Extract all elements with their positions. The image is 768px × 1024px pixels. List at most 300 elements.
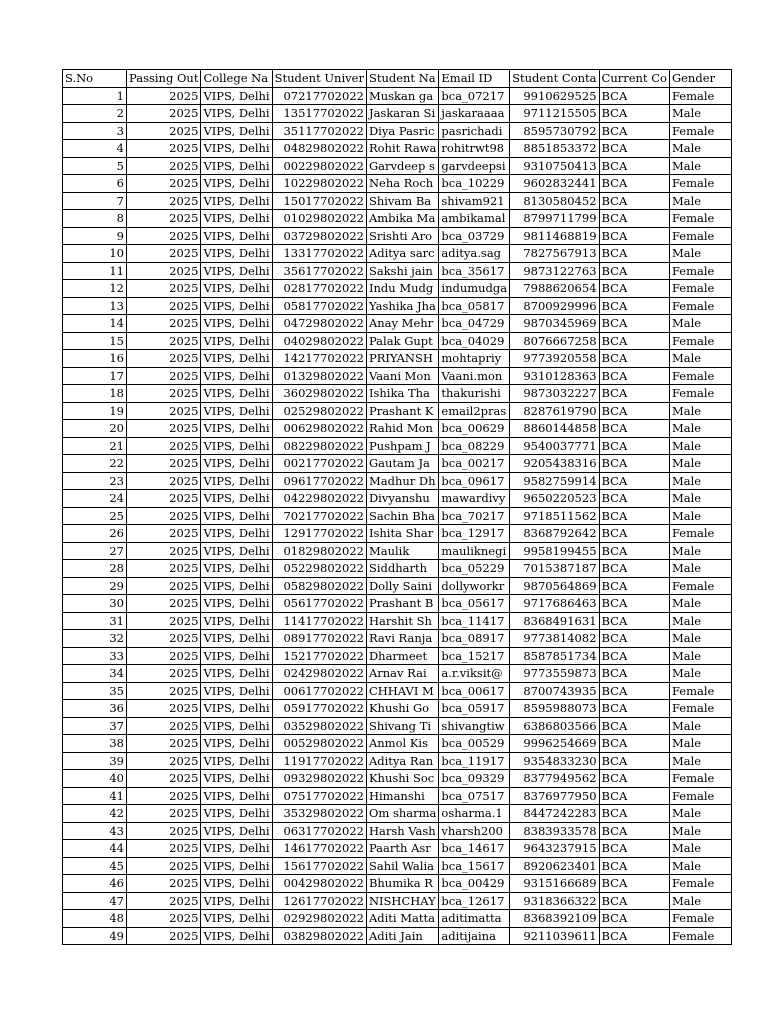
cell-email-id: bca_15617 — [439, 857, 510, 875]
cell-course: BCA — [599, 490, 669, 508]
cell-college-name: VIPS, Delhi — [201, 700, 272, 718]
cell-gender: Male — [669, 665, 731, 683]
cell-passing-out: 2025 — [127, 910, 201, 928]
cell-sno: 18 — [63, 385, 127, 403]
cell-gender: Male — [669, 507, 731, 525]
cell-gender: Female — [669, 577, 731, 595]
cell-student-name: Sakshi jain — [366, 262, 438, 280]
cell-passing-out: 2025 — [127, 472, 201, 490]
student-data-table — [62, 69, 732, 945]
cell-email-id: bca_04029 — [439, 332, 510, 350]
cell-passing-out: 2025 — [127, 647, 201, 665]
cell-sno: 38 — [63, 735, 127, 753]
table-row — [63, 420, 732, 438]
cell-university-roll: 00217702022 — [272, 455, 366, 473]
table-row — [63, 402, 732, 420]
cell-gender: Male — [669, 717, 731, 735]
table-row — [63, 840, 732, 858]
cell-passing-out: 2025 — [127, 542, 201, 560]
cell-student-name: Ambika Ma — [366, 210, 438, 228]
cell-university-roll: 70217702022 — [272, 507, 366, 525]
table-row — [63, 700, 732, 718]
cell-course: BCA — [599, 927, 669, 945]
cell-email-id: aditijaina — [439, 927, 510, 945]
cell-course: BCA — [599, 630, 669, 648]
cell-passing-out: 2025 — [127, 227, 201, 245]
cell-course: BCA — [599, 402, 669, 420]
cell-course: BCA — [599, 507, 669, 525]
cell-sno: 3 — [63, 122, 127, 140]
cell-university-roll: 15017702022 — [272, 192, 366, 210]
cell-email-id: garvdeepsi — [439, 157, 510, 175]
cell-contact: 9540037771 — [510, 437, 599, 455]
cell-passing-out: 2025 — [127, 927, 201, 945]
cell-college-name: VIPS, Delhi — [201, 927, 272, 945]
cell-sno: 11 — [63, 262, 127, 280]
cell-student-name: Vaani Mon — [366, 367, 438, 385]
cell-contact: 9773559873 — [510, 665, 599, 683]
cell-student-name: Siddharth — [366, 560, 438, 578]
cell-passing-out: 2025 — [127, 787, 201, 805]
cell-passing-out: 2025 — [127, 402, 201, 420]
cell-gender: Male — [669, 402, 731, 420]
cell-student-name: Garvdeep s — [366, 157, 438, 175]
cell-college-name: VIPS, Delhi — [201, 367, 272, 385]
cell-college-name: VIPS, Delhi — [201, 122, 272, 140]
cell-contact: 9602832441 — [510, 175, 599, 193]
cell-email-id: mawardivy — [439, 490, 510, 508]
cell-contact: 7827567913 — [510, 245, 599, 263]
cell-email-id: bca_07217 — [439, 87, 510, 105]
cell-sno: 4 — [63, 140, 127, 158]
cell-gender: Male — [669, 560, 731, 578]
cell-university-roll: 11417702022 — [272, 612, 366, 630]
cell-college-name: VIPS, Delhi — [201, 192, 272, 210]
cell-gender: Male — [669, 805, 731, 823]
table-row — [63, 210, 732, 228]
cell-sno: 25 — [63, 507, 127, 525]
cell-student-name: Prashant K — [366, 402, 438, 420]
cell-course: BCA — [599, 122, 669, 140]
cell-course: BCA — [599, 227, 669, 245]
cell-course: BCA — [599, 770, 669, 788]
cell-passing-out: 2025 — [127, 210, 201, 228]
cell-passing-out: 2025 — [127, 175, 201, 193]
cell-course: BCA — [599, 752, 669, 770]
cell-student-name: Himanshi — [366, 787, 438, 805]
cell-university-roll: 03829802022 — [272, 927, 366, 945]
cell-college-name: VIPS, Delhi — [201, 437, 272, 455]
table-row — [63, 525, 732, 543]
cell-course: BCA — [599, 332, 669, 350]
cell-course: BCA — [599, 857, 669, 875]
cell-email-id: jaskaraaaa — [439, 105, 510, 123]
cell-passing-out: 2025 — [127, 595, 201, 613]
cell-sno: 12 — [63, 280, 127, 298]
cell-email-id: mauliknegi — [439, 542, 510, 560]
table-row — [63, 105, 732, 123]
cell-student-name: Pushpam J — [366, 437, 438, 455]
cell-email-id: mohtapriy — [439, 350, 510, 368]
cell-course: BCA — [599, 665, 669, 683]
cell-passing-out: 2025 — [127, 280, 201, 298]
table-row — [63, 735, 732, 753]
cell-passing-out: 2025 — [127, 805, 201, 823]
cell-passing-out: 2025 — [127, 507, 201, 525]
cell-course: BCA — [599, 910, 669, 928]
cell-university-roll: 10229802022 — [272, 175, 366, 193]
cell-passing-out: 2025 — [127, 245, 201, 263]
cell-sno: 31 — [63, 612, 127, 630]
table-row — [63, 770, 732, 788]
cell-sno: 14 — [63, 315, 127, 333]
cell-sno: 6 — [63, 175, 127, 193]
cell-course: BCA — [599, 210, 669, 228]
cell-passing-out: 2025 — [127, 455, 201, 473]
cell-course: BCA — [599, 280, 669, 298]
cell-contact: 8383933578 — [510, 822, 599, 840]
cell-gender: Male — [669, 630, 731, 648]
cell-university-roll: 05917702022 — [272, 700, 366, 718]
table-row — [63, 455, 732, 473]
table-row — [63, 857, 732, 875]
cell-sno: 5 — [63, 157, 127, 175]
cell-student-name: Gautam Ja — [366, 455, 438, 473]
cell-university-roll: 04729802022 — [272, 315, 366, 333]
cell-sno: 26 — [63, 525, 127, 543]
cell-passing-out: 2025 — [127, 490, 201, 508]
cell-course: BCA — [599, 647, 669, 665]
cell-email-id: rohitrwt98 — [439, 140, 510, 158]
cell-course: BCA — [599, 840, 669, 858]
cell-course: BCA — [599, 875, 669, 893]
cell-email-id: bca_09617 — [439, 472, 510, 490]
cell-email-id: bca_08917 — [439, 630, 510, 648]
cell-passing-out: 2025 — [127, 437, 201, 455]
cell-sno: 29 — [63, 577, 127, 595]
cell-email-id: bca_00629 — [439, 420, 510, 438]
cell-contact: 8377949562 — [510, 770, 599, 788]
cell-contact: 8851853372 — [510, 140, 599, 158]
cell-gender: Female — [669, 385, 731, 403]
table-row — [63, 192, 732, 210]
cell-college-name: VIPS, Delhi — [201, 752, 272, 770]
cell-course: BCA — [599, 297, 669, 315]
cell-sno: 19 — [63, 402, 127, 420]
cell-passing-out: 2025 — [127, 87, 201, 105]
cell-email-id: shivam921 — [439, 192, 510, 210]
cell-gender: Female — [669, 175, 731, 193]
cell-contact: 9315166689 — [510, 875, 599, 893]
cell-email-id: bca_03729 — [439, 227, 510, 245]
cell-college-name: VIPS, Delhi — [201, 665, 272, 683]
cell-contact: 9910629525 — [510, 87, 599, 105]
cell-university-roll: 13517702022 — [272, 105, 366, 123]
cell-college-name: VIPS, Delhi — [201, 770, 272, 788]
header-student-university: Student Univer — [272, 70, 366, 88]
table-row — [63, 560, 732, 578]
cell-university-roll: 06317702022 — [272, 822, 366, 840]
cell-gender: Male — [669, 542, 731, 560]
table-row — [63, 577, 732, 595]
header-gender: Gender — [669, 70, 731, 88]
cell-course: BCA — [599, 700, 669, 718]
cell-college-name: VIPS, Delhi — [201, 87, 272, 105]
cell-passing-out: 2025 — [127, 367, 201, 385]
cell-email-id: bca_05229 — [439, 560, 510, 578]
cell-email-id: osharma.1 — [439, 805, 510, 823]
cell-gender: Male — [669, 857, 731, 875]
cell-course: BCA — [599, 455, 669, 473]
cell-email-id: bca_09329 — [439, 770, 510, 788]
cell-contact: 9310750413 — [510, 157, 599, 175]
cell-gender: Female — [669, 700, 731, 718]
cell-course: BCA — [599, 717, 669, 735]
cell-university-roll: 05829802022 — [272, 577, 366, 595]
cell-gender: Male — [669, 437, 731, 455]
cell-email-id: bca_05617 — [439, 595, 510, 613]
cell-college-name: VIPS, Delhi — [201, 385, 272, 403]
cell-course: BCA — [599, 595, 669, 613]
cell-college-name: VIPS, Delhi — [201, 525, 272, 543]
cell-passing-out: 2025 — [127, 385, 201, 403]
cell-sno: 13 — [63, 297, 127, 315]
cell-college-name: VIPS, Delhi — [201, 857, 272, 875]
cell-college-name: VIPS, Delhi — [201, 805, 272, 823]
cell-email-id: shivangtiw — [439, 717, 510, 735]
cell-course: BCA — [599, 735, 669, 753]
cell-student-name: Yashika Jha — [366, 297, 438, 315]
cell-student-name: Aditya Ran — [366, 752, 438, 770]
table-row — [63, 350, 732, 368]
cell-gender: Male — [669, 752, 731, 770]
cell-email-id: pasrichadi — [439, 122, 510, 140]
cell-gender: Female — [669, 297, 731, 315]
cell-student-name: Aditi Matta — [366, 910, 438, 928]
cell-email-id: aditya.sag — [439, 245, 510, 263]
cell-course: BCA — [599, 577, 669, 595]
cell-university-roll: 04829802022 — [272, 140, 366, 158]
cell-sno: 16 — [63, 350, 127, 368]
cell-passing-out: 2025 — [127, 332, 201, 350]
cell-passing-out: 2025 — [127, 577, 201, 595]
cell-student-name: Khushi Soc — [366, 770, 438, 788]
cell-email-id: bca_07517 — [439, 787, 510, 805]
cell-passing-out: 2025 — [127, 140, 201, 158]
cell-contact: 8368792642 — [510, 525, 599, 543]
table-row — [63, 542, 732, 560]
cell-college-name: VIPS, Delhi — [201, 822, 272, 840]
cell-email-id: bca_05817 — [439, 297, 510, 315]
cell-student-name: Om sharma — [366, 805, 438, 823]
cell-email-id: Vaani.mon — [439, 367, 510, 385]
cell-contact: 8287619790 — [510, 402, 599, 420]
cell-passing-out: 2025 — [127, 665, 201, 683]
cell-college-name: VIPS, Delhi — [201, 315, 272, 333]
cell-contact: 9643237915 — [510, 840, 599, 858]
cell-gender: Male — [669, 472, 731, 490]
cell-student-name: Ishita Shar — [366, 525, 438, 543]
cell-university-roll: 07217702022 — [272, 87, 366, 105]
cell-university-roll: 35329802022 — [272, 805, 366, 823]
cell-passing-out: 2025 — [127, 262, 201, 280]
cell-contact: 8860144858 — [510, 420, 599, 438]
cell-course: BCA — [599, 315, 669, 333]
cell-course: BCA — [599, 245, 669, 263]
cell-contact: 9958199455 — [510, 542, 599, 560]
cell-email-id: a.r.viksit@ — [439, 665, 510, 683]
cell-gender: Female — [669, 875, 731, 893]
cell-contact: 8799711799 — [510, 210, 599, 228]
cell-contact: 9873032227 — [510, 385, 599, 403]
cell-course: BCA — [599, 87, 669, 105]
cell-college-name: VIPS, Delhi — [201, 420, 272, 438]
cell-university-roll: 15617702022 — [272, 857, 366, 875]
cell-contact: 9354833230 — [510, 752, 599, 770]
cell-college-name: VIPS, Delhi — [201, 717, 272, 735]
cell-student-name: PRIYANSH — [366, 350, 438, 368]
cell-email-id: bca_00217 — [439, 455, 510, 473]
cell-contact: 9870564869 — [510, 577, 599, 595]
table-row — [63, 787, 732, 805]
cell-sno: 28 — [63, 560, 127, 578]
cell-sno: 34 — [63, 665, 127, 683]
cell-email-id: bca_04729 — [439, 315, 510, 333]
cell-contact: 9205438316 — [510, 455, 599, 473]
cell-passing-out: 2025 — [127, 105, 201, 123]
cell-sno: 42 — [63, 805, 127, 823]
cell-sno: 40 — [63, 770, 127, 788]
cell-university-roll: 35117702022 — [272, 122, 366, 140]
cell-gender: Male — [669, 647, 731, 665]
table-row — [63, 752, 732, 770]
cell-college-name: VIPS, Delhi — [201, 210, 272, 228]
table-row — [63, 875, 732, 893]
cell-student-name: Arnav Rai — [366, 665, 438, 683]
header-student-name: Student Na — [366, 70, 438, 88]
cell-sno: 47 — [63, 892, 127, 910]
cell-passing-out: 2025 — [127, 752, 201, 770]
table-row — [63, 87, 732, 105]
table-row — [63, 717, 732, 735]
cell-gender: Male — [669, 157, 731, 175]
cell-email-id: bca_05917 — [439, 700, 510, 718]
header-current-course: Current Co — [599, 70, 669, 88]
table-row — [63, 682, 732, 700]
cell-student-name: Harshit Sh — [366, 612, 438, 630]
cell-university-roll: 05817702022 — [272, 297, 366, 315]
cell-course: BCA — [599, 437, 669, 455]
cell-college-name: VIPS, Delhi — [201, 595, 272, 613]
cell-passing-out: 2025 — [127, 700, 201, 718]
cell-college-name: VIPS, Delhi — [201, 350, 272, 368]
cell-student-name: Indu Mudg — [366, 280, 438, 298]
cell-contact: 8587851734 — [510, 647, 599, 665]
cell-student-name: NISHCHAY — [366, 892, 438, 910]
cell-contact: 9870345969 — [510, 315, 599, 333]
cell-college-name: VIPS, Delhi — [201, 490, 272, 508]
cell-college-name: VIPS, Delhi — [201, 455, 272, 473]
table-row — [63, 175, 732, 193]
cell-student-name: Muskan ga — [366, 87, 438, 105]
cell-passing-out: 2025 — [127, 420, 201, 438]
cell-university-roll: 13317702022 — [272, 245, 366, 263]
table-row — [63, 297, 732, 315]
cell-college-name: VIPS, Delhi — [201, 332, 272, 350]
cell-contact: 9310128363 — [510, 367, 599, 385]
cell-student-name: Rohit Rawa — [366, 140, 438, 158]
cell-university-roll: 00429802022 — [272, 875, 366, 893]
cell-sno: 9 — [63, 227, 127, 245]
cell-course: BCA — [599, 385, 669, 403]
cell-college-name: VIPS, Delhi — [201, 612, 272, 630]
table-row — [63, 490, 732, 508]
cell-passing-out: 2025 — [127, 735, 201, 753]
cell-contact: 8076667258 — [510, 332, 599, 350]
cell-passing-out: 2025 — [127, 297, 201, 315]
cell-college-name: VIPS, Delhi — [201, 910, 272, 928]
table-row — [63, 805, 732, 823]
cell-contact: 8447242283 — [510, 805, 599, 823]
table-row — [63, 665, 732, 683]
header-college-name: College Na — [201, 70, 272, 88]
cell-gender: Female — [669, 280, 731, 298]
cell-student-name: Palak Gupt — [366, 332, 438, 350]
cell-email-id: bca_11917 — [439, 752, 510, 770]
cell-email-id: bca_00429 — [439, 875, 510, 893]
cell-contact: 9582759914 — [510, 472, 599, 490]
cell-gender: Female — [669, 227, 731, 245]
cell-contact: 8700743935 — [510, 682, 599, 700]
cell-passing-out: 2025 — [127, 682, 201, 700]
cell-contact: 8368392109 — [510, 910, 599, 928]
cell-passing-out: 2025 — [127, 892, 201, 910]
cell-university-roll: 02929802022 — [272, 910, 366, 928]
cell-contact: 9318366322 — [510, 892, 599, 910]
cell-college-name: VIPS, Delhi — [201, 280, 272, 298]
cell-sno: 44 — [63, 840, 127, 858]
cell-gender: Male — [669, 595, 731, 613]
cell-student-name: Anmol Kis — [366, 735, 438, 753]
table-row — [63, 157, 732, 175]
cell-college-name: VIPS, Delhi — [201, 560, 272, 578]
table-row — [63, 630, 732, 648]
cell-passing-out: 2025 — [127, 840, 201, 858]
cell-email-id: bca_12917 — [439, 525, 510, 543]
cell-college-name: VIPS, Delhi — [201, 875, 272, 893]
cell-course: BCA — [599, 525, 669, 543]
cell-course: BCA — [599, 892, 669, 910]
cell-contact: 8130580452 — [510, 192, 599, 210]
cell-course: BCA — [599, 350, 669, 368]
cell-gender: Male — [669, 612, 731, 630]
cell-university-roll: 04029802022 — [272, 332, 366, 350]
cell-email-id: bca_10229 — [439, 175, 510, 193]
cell-sno: 33 — [63, 647, 127, 665]
cell-passing-out: 2025 — [127, 770, 201, 788]
cell-email-id: bca_00529 — [439, 735, 510, 753]
cell-sno: 21 — [63, 437, 127, 455]
table-row — [63, 385, 732, 403]
cell-course: BCA — [599, 157, 669, 175]
table-row — [63, 367, 732, 385]
cell-gender: Female — [669, 682, 731, 700]
cell-university-roll: 08229802022 — [272, 437, 366, 455]
table-row — [63, 612, 732, 630]
cell-student-name: Ishika Tha — [366, 385, 438, 403]
cell-sno: 32 — [63, 630, 127, 648]
cell-contact: 9717686463 — [510, 595, 599, 613]
